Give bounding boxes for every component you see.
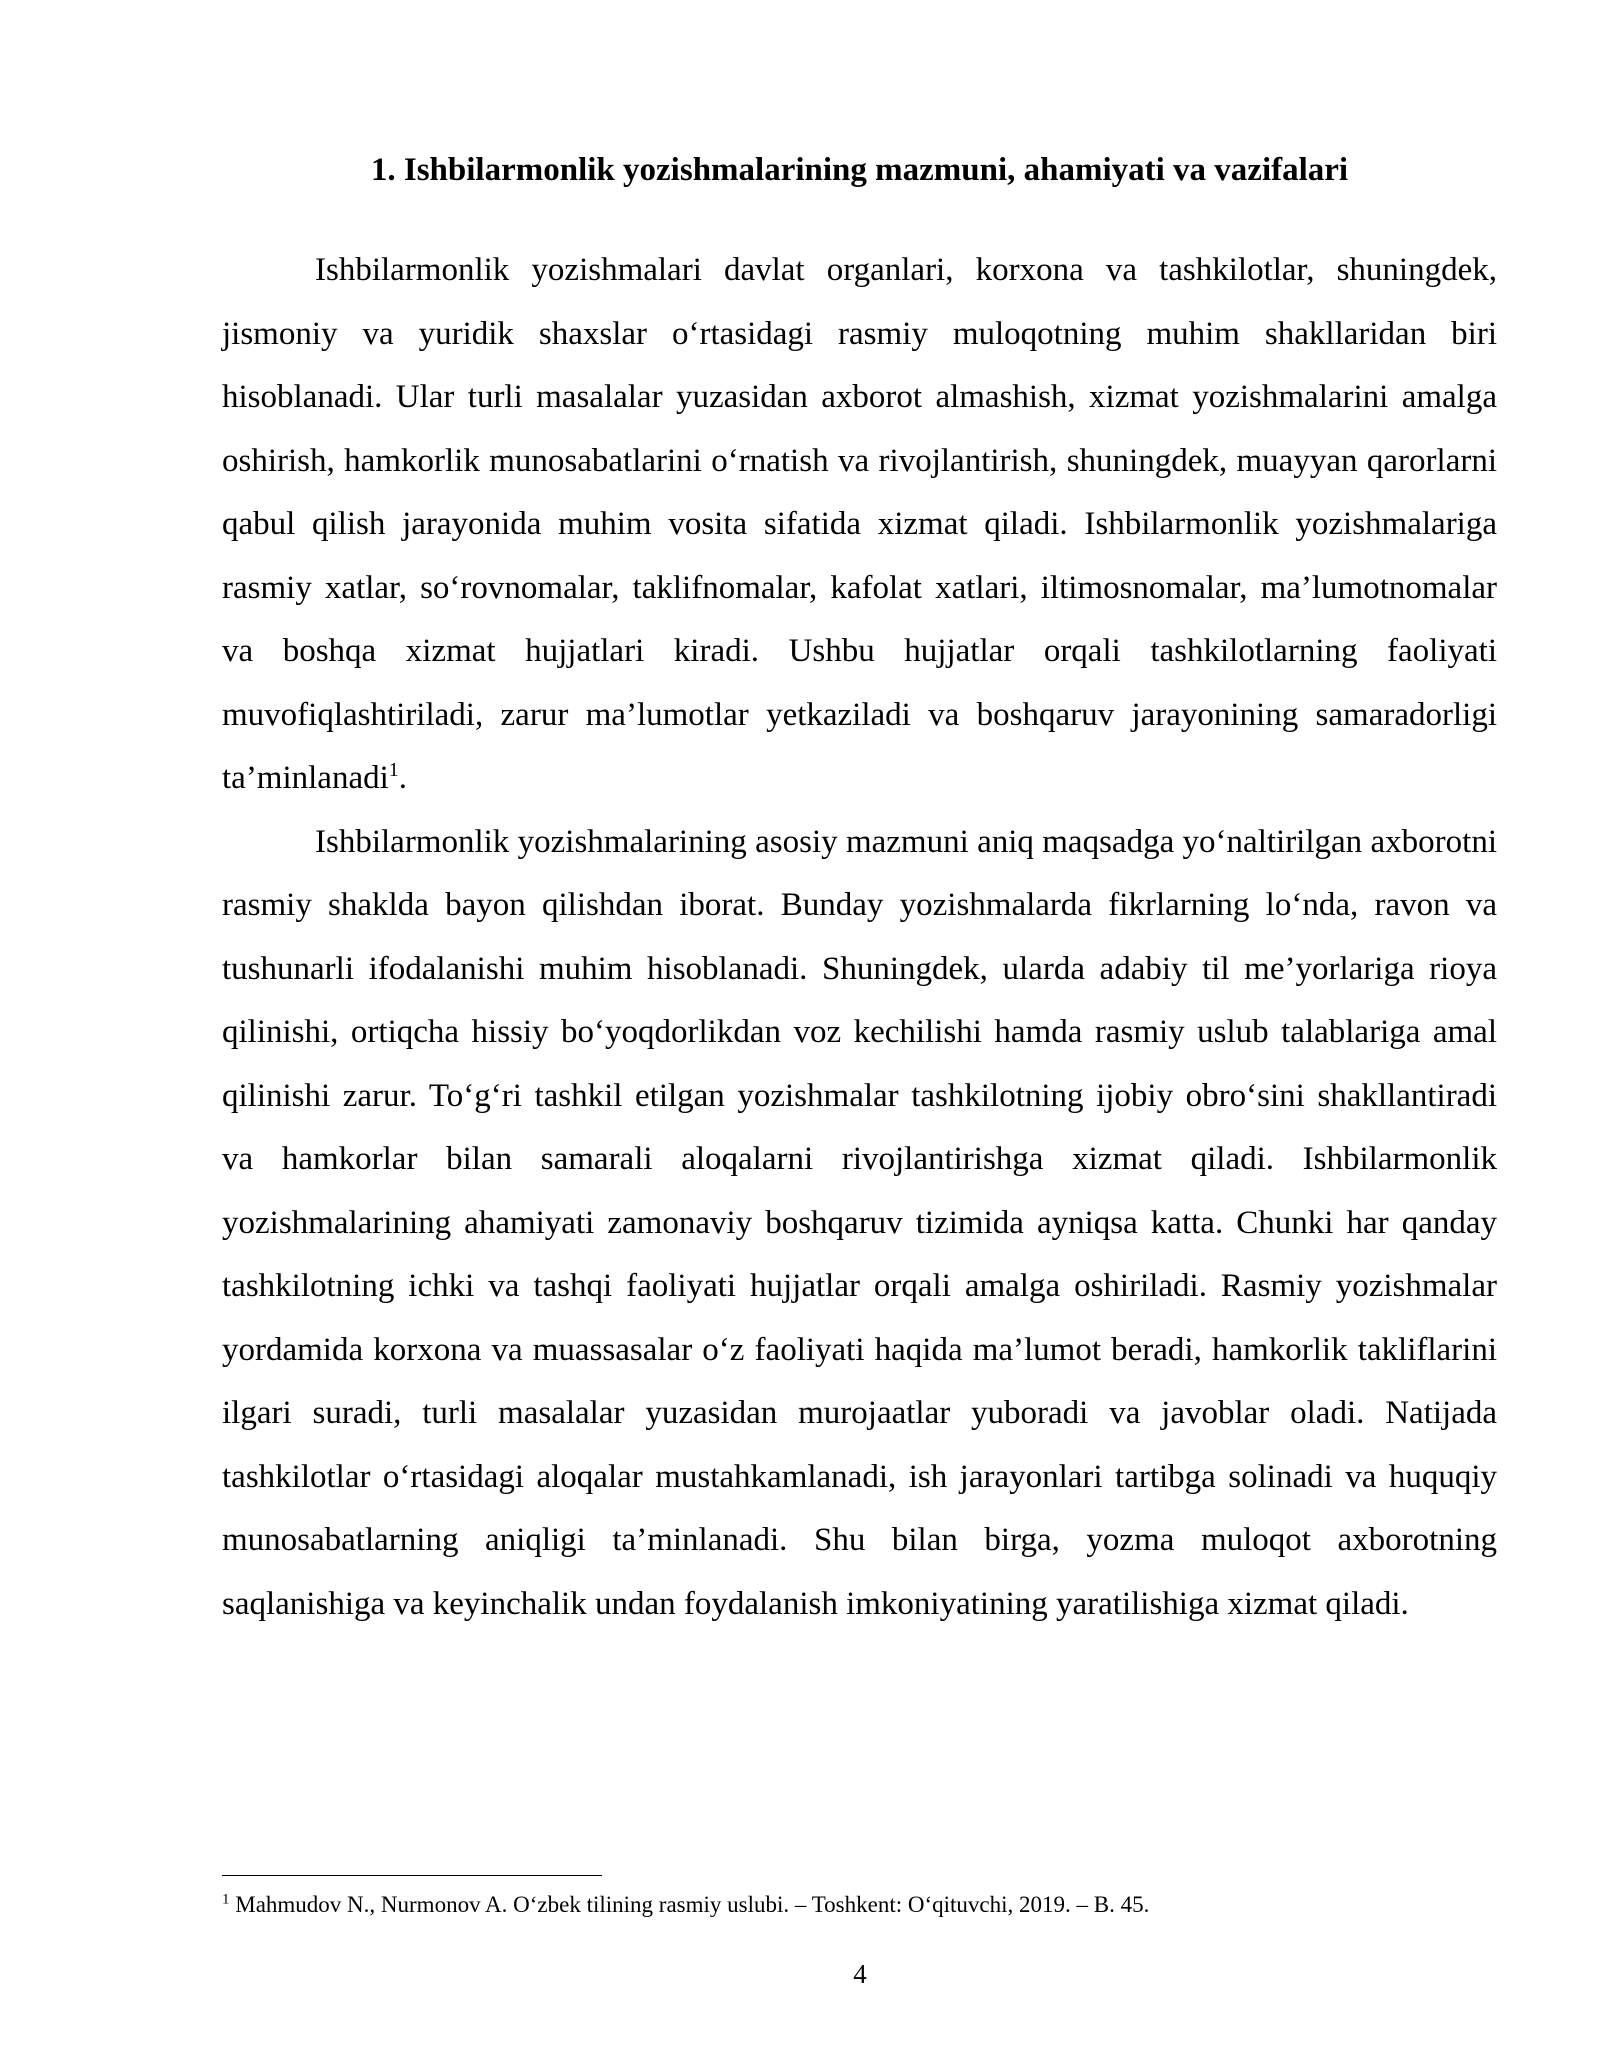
paragraph-1-end: . <box>398 760 408 796</box>
footnote-separator <box>222 1875 602 1876</box>
footnote <box>222 1888 1497 1922</box>
section-heading: 1. Ishbilarmonlik yozishmalarining mazmuni, ahamiyati va vazifalari <box>370 152 1349 188</box>
paragraph-2 <box>222 811 1497 1637</box>
paragraph-1 <box>222 239 1497 811</box>
paragraph-1-text: Ishbilarmonlik yozishmalari davlat organlari, korxona va tashkilotlar, shuningdek, jismoniy va yuridik shaxslar o‘rtasidagi rasmiy muloqotning muhim shakllaridan biri hisoblanadi. Ular turli masalalar yuzasidan axborot almashish, xizmat yozishmalarini amalga oshirish, hamkorlik munosabatlarini o‘rnatish va rivojlantirish, shuningdek, muayyan qarorlarni qabul qilish jarayonida muhim vosita sifatida xizmat qiladi. Ishbilarmonlik yozishmalariga rasmiy xatlar, so‘rovnomalar, taklifnomalar, kafolat xatlari, iltimosnomalar, ma’lumotnomalar va boshqa xizmat hujjatlari kiradi. Ushbu hujjatlar orqali tashkilotlarning faoliyati muvofiqlashtiriladi, zarur ma’lumotlar yetkaziladi va boshqaruv jarayonining samaradorligi ta’minlanadi <box>222 252 1497 796</box>
footnote-mark: 1 <box>222 1891 230 1908</box>
body-text <box>222 239 1497 1636</box>
paragraph-2-text: Ishbilarmonlik yozishmalarining asosiy mazmuni aniq maqsadga yo‘naltirilgan axborotni rasmiy shaklda bayon qilishdan iborat. Bunday yozishmalarda fikrlarning lo‘nda, ravon va tushunarli ifodalanishi muhim hisoblanadi. Shuningdek, ularda adabiy til me’yorlariga rioya qilinishi, ortiqcha hissiy bo‘yoqdorlikdan voz kechilishi hamda rasmiy uslub talablariga amal qilinishi zarur. To‘g‘ri tashkil etilgan yozishmalar tashkilotning ijobiy obro‘sini shakllantiradi va hamkorlar bilan samarali aloqalarni rivojlantirishga xizmat qiladi. Ishbilarmonlik yozishmalarining ahamiyati zamonaviy boshqaruv tizimida ayniqsa katta. Chunki har qanday tashkilotning ichki va tashqi faoliyati hujjatlar orqali amalga oshiriladi. Rasmiy yozishmalar yordamida korxona va muassasalar o‘z faoliyati haqida ma’lumot beradi, hamkorlik takliflarini ilgari suradi, turli masalalar yuzasidan murojaatlar yuboradi va javoblar oladi. Natijada tashkilotlar o‘rtasidagi aloqalar mustahkamlanadi, ish jarayonlari tartibga solinadi va huquqiy munosabatlarning aniqligi ta’minlanadi. Shu bilan birga, yozma muloqot axborotning saqlanishiga va keyinchalik undan foydalanish imkoniyatining yaratilishiga xizmat qiladi. <box>222 823 1497 1622</box>
footnote-text: Mahmudov N., Nurmonov A. O‘zbek tilining rasmiy uslubi. – Toshkent: O‘qituvchi, 2019. – B. 45. <box>229 1892 1150 1917</box>
footnote-reference: 1 <box>388 759 399 781</box>
page-number: 4 <box>853 1959 867 1989</box>
